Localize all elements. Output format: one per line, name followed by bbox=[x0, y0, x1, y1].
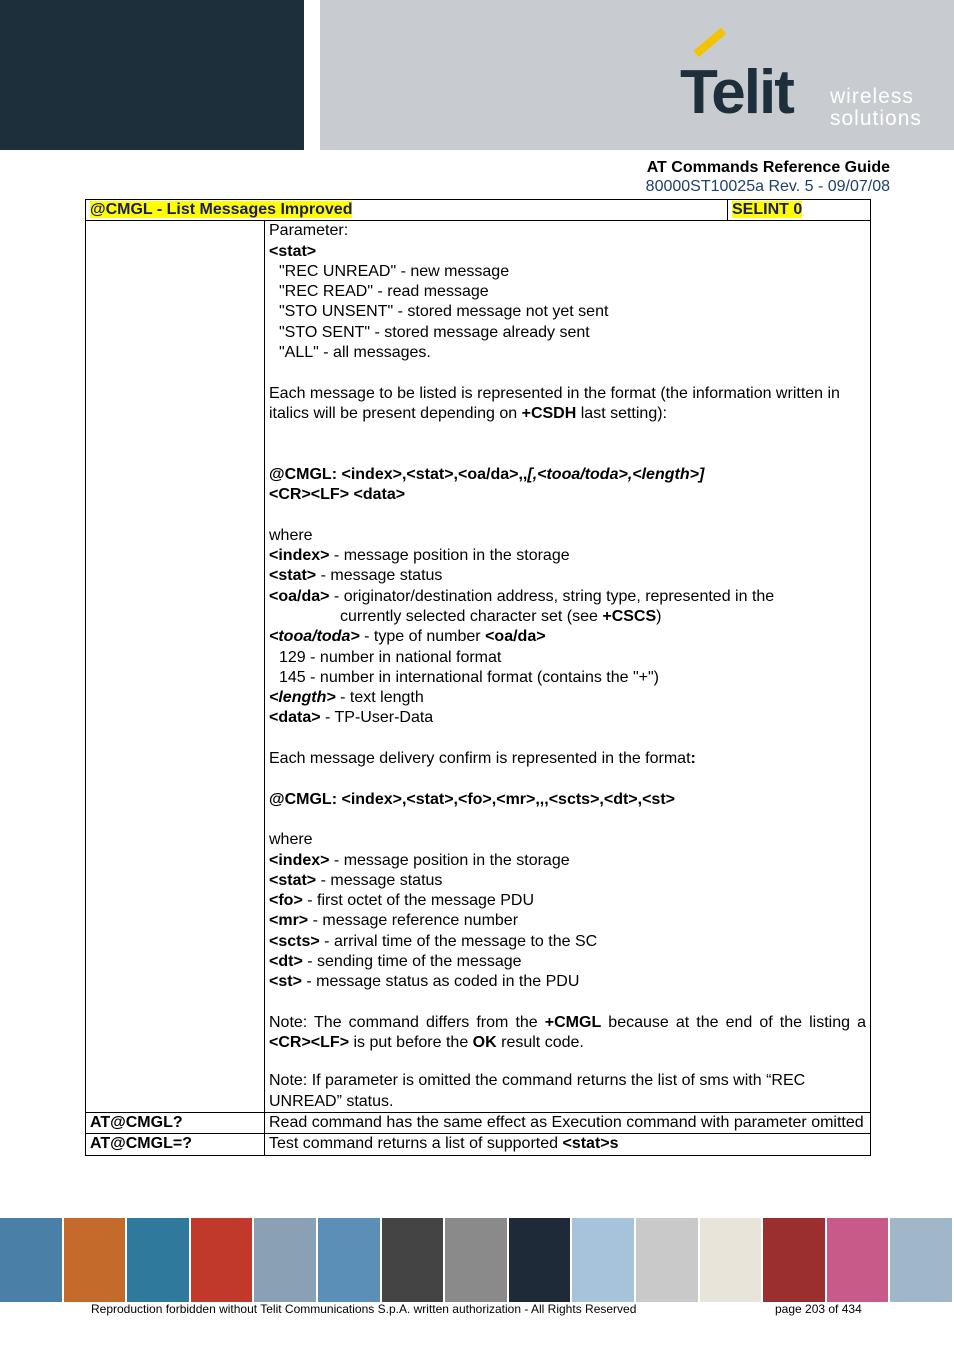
footer-photo-tile bbox=[509, 1218, 571, 1302]
response-format-2: @CMGL: <index>,<stat>,<fo>,<mr>,,,<scts>,<dt>,<st> bbox=[269, 790, 675, 808]
table-header-row bbox=[86, 200, 871, 221]
footer-photo-tile bbox=[254, 1218, 316, 1302]
selint-badge: SELINT 0 bbox=[732, 201, 803, 218]
footer-photo-tile bbox=[445, 1218, 507, 1302]
format-intro: Each message to be listed is represented in the format (the information written in italics will be present depending on +CSDH last setting): bbox=[269, 384, 840, 422]
field-item: <stat> - message status bbox=[269, 871, 443, 889]
where-label: where bbox=[269, 831, 313, 849]
selint-cell bbox=[728, 200, 871, 221]
stat-value: "ALL" - all messages. bbox=[279, 344, 431, 362]
read-command: AT@CMGL? bbox=[90, 1114, 183, 1132]
field-item: <index> - message position in the storage bbox=[269, 547, 570, 565]
footer-photo-tile bbox=[890, 1218, 952, 1302]
field-item: <scts> - arrival time of the message to the SC bbox=[269, 932, 598, 950]
test-command: AT@CMGL=? bbox=[90, 1135, 192, 1153]
stat-value: "REC READ" - read message bbox=[279, 283, 489, 301]
header-dark-block bbox=[0, 0, 304, 150]
stat-param-name: <stat> bbox=[269, 242, 317, 260]
command-table bbox=[85, 199, 871, 1156]
stat-value: "STO SENT" - stored message already sent bbox=[279, 323, 590, 341]
logo-brand: Telit bbox=[680, 58, 793, 127]
footer-photo-tile bbox=[0, 1218, 62, 1302]
footer-image-strip bbox=[0, 1218, 954, 1302]
footer-copyright: Reproduction forbidden without Telit Communications S.p.A. written authorization - All Rights Reserved bbox=[91, 1302, 637, 1316]
footer-photo-tile bbox=[318, 1218, 380, 1302]
footer-photo-tile bbox=[763, 1218, 825, 1302]
field-item: <index> - message position in the storage bbox=[269, 851, 570, 869]
stat-value: "STO UNSENT" - stored message not yet sent bbox=[279, 303, 609, 321]
field-item-tooa: <tooa/toda> - type of number <oa/da> bbox=[269, 628, 546, 646]
empty-command-cell bbox=[86, 221, 265, 1113]
note-1: Note: The command differs from the +CMGL because at the end of the listing a <CR><LF> is put before the OK result code. bbox=[269, 1013, 866, 1052]
stat-value: "REC UNREAD" - new message bbox=[279, 262, 510, 280]
field-item: <fo> - first octet of the message PDU bbox=[269, 892, 534, 910]
parameter-row bbox=[86, 221, 871, 1113]
footer-photo-tile bbox=[127, 1218, 189, 1302]
footer-photo-tile bbox=[191, 1218, 253, 1302]
table-title: @CMGL - List Messages Improved bbox=[90, 201, 353, 218]
response-format-1-line2: <CR><LF> <data> bbox=[269, 486, 406, 504]
footer-photo-tile bbox=[827, 1218, 889, 1302]
parameter-label: Parameter: bbox=[269, 222, 349, 240]
footer-photo-tile bbox=[572, 1218, 634, 1302]
test-command-desc: Test command returns a list of supported <stat>s bbox=[265, 1134, 871, 1155]
doc-title: AT Commands Reference Guide bbox=[646, 159, 890, 176]
footer-photo-tile bbox=[636, 1218, 698, 1302]
field-item: <stat> - message status bbox=[269, 567, 443, 585]
page-number: page 203 of 434 bbox=[775, 1302, 862, 1316]
read-command-desc: Read command has the same effect as Execution command with parameter omitted bbox=[265, 1113, 871, 1134]
field-item: <dt> - sending time of the message bbox=[269, 952, 522, 970]
telit-logo bbox=[672, 48, 942, 138]
response-format-1: @CMGL: <index>,<stat>,<oa/da>,,[,<tooa/toda>,<length>] bbox=[269, 465, 705, 483]
confirm-intro: Each message delivery confirm is represented in the format: bbox=[269, 750, 696, 768]
test-command-row bbox=[86, 1134, 871, 1155]
footer-photo-tile bbox=[64, 1218, 126, 1302]
field-item-data: <data> - TP-User-Data bbox=[269, 709, 434, 727]
field-item-length: <length> - text length bbox=[269, 689, 424, 707]
field-item-oada-cont: currently selected character set (see +CSCS) bbox=[340, 607, 662, 625]
footer-photo-tile bbox=[700, 1218, 762, 1302]
note-2: Note: If parameter is omitted the command returns the list of sms with “REC UNREAD” status. bbox=[269, 1072, 806, 1110]
footer-photo-tile bbox=[382, 1218, 444, 1302]
tooa-value: 145 - number in international format (contains the "+") bbox=[279, 668, 659, 686]
doc-reference: 80000ST10025a Rev. 5 - 09/07/08 bbox=[645, 178, 890, 195]
field-item: <mr> - message reference number bbox=[269, 912, 519, 930]
parameter-description bbox=[265, 221, 871, 1113]
field-item: <st> - message status as coded in the PDU bbox=[269, 973, 580, 991]
table-title-cell bbox=[86, 200, 728, 221]
where-label: where bbox=[269, 526, 313, 544]
field-item-oada: <oa/da> - originator/destination address, string type, represented in the bbox=[269, 587, 775, 605]
logo-solutions: solutions bbox=[830, 107, 922, 130]
tooa-value: 129 - number in national format bbox=[279, 648, 502, 666]
read-command-row bbox=[86, 1113, 871, 1134]
logo-wireless: wireless bbox=[830, 85, 914, 108]
